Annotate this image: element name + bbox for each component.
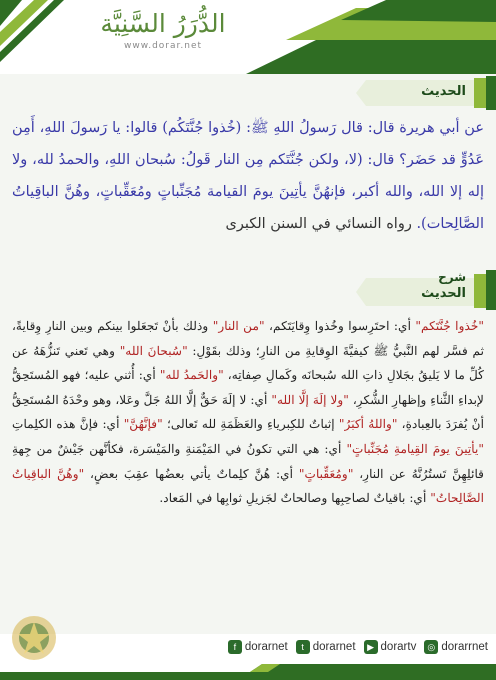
sharh-label-line1: شرح bbox=[438, 270, 466, 284]
explanation: أي: هُنَّ كلِماتٌ يأتي بعضُها عقِبَ بعضٍ، bbox=[84, 466, 299, 481]
explanation: أي: أُثني عليه؛ فهو المُستَحِقُّ لإبداءِ الثَّناءِ وإظهارِ الشُّكرِ، bbox=[12, 368, 484, 407]
quoted-phrase: "وهُنَّ الباقِياتُ الصَّالِحاتُ" bbox=[12, 466, 484, 506]
quoted-phrase: "والحَمدُ لله" bbox=[159, 368, 224, 383]
sharh-label-line2: الحديث bbox=[421, 286, 466, 301]
hadith-section-header bbox=[346, 76, 496, 110]
logo-title: الدُّرَرُ السَّنِيَّة bbox=[100, 9, 226, 38]
logo-url: www.dorar.net bbox=[123, 41, 203, 51]
quoted-phrase: "ولا إلَهَ إلَّا الله" bbox=[271, 392, 349, 407]
explanation: أي: فإنَّ هذه الكلِماتِ bbox=[12, 417, 124, 432]
quoted-phrase: "خُذوا جُنَّتَكم" bbox=[415, 319, 484, 333]
hadith-label: الحديث bbox=[421, 84, 466, 99]
header-right-stripes bbox=[246, 0, 496, 74]
instagram-icon: ◎ bbox=[424, 640, 438, 654]
quoted-phrase: "واللهُ أكبَرُ" bbox=[338, 417, 398, 432]
quoted-phrase: "ومُعَقِّباتٍ" bbox=[298, 466, 354, 481]
quoted-phrase: "من النار" bbox=[212, 319, 265, 333]
explanation: أي: باقياتٌ لصاحِبِها وصالحاتٌ لجَزيلِ ثوابِها في المَعاد. bbox=[159, 491, 431, 506]
social-handle: dorarnet bbox=[312, 641, 356, 653]
header-left-stripes bbox=[0, 0, 64, 74]
footer-stripes bbox=[0, 664, 496, 680]
quoted-phrase: "يأتِينَ يومَ القِيامةِ مُجَنِّباتٍ" bbox=[346, 441, 484, 456]
hadith-source: رواه النسائي في السنن الكبرى bbox=[225, 216, 417, 232]
social-instagram[interactable] bbox=[424, 640, 488, 654]
emblem-watermark-icon bbox=[4, 604, 64, 676]
header bbox=[0, 0, 496, 74]
social-handle: dorarrnet bbox=[441, 641, 488, 653]
hadith-matn: عن أبي هريرة قال: قال رَسولُ اللهِ ﷺ: (خُذوا جُنَّتَكُم) قالوا: يا رَسولَ اللهِ، أَمِن عَدُوٍّ قد حَضَر؟ قال: (لا، ولكن جُنَّتَكم مِن النار قَولُ: سُبحان اللهِ، والحمدُ لله، ولا إله إلا الله، والله أكبر، فإنهُنَّ يأتِينَ يومَ القيامة مُجَنِّباتٍ ومُعَقِّباتٍ، وهُنَّ الباقِياتُ الصَّالِحات). bbox=[12, 120, 484, 232]
youtube-icon: ▶ bbox=[364, 640, 378, 654]
explanation: إثباتٌ للكِبرياءِ والعَظَمَةِ لله تَعالى؛ bbox=[162, 417, 339, 432]
social-youtube[interactable] bbox=[364, 640, 417, 654]
social-handle: dorartv bbox=[380, 641, 417, 653]
quoted-phrase: "سُبحانَ الله" bbox=[119, 343, 188, 358]
sharh-section-header bbox=[346, 270, 496, 310]
explanation: وهي تَعني تَنزُّهَهُ عن كُلِّ ما لا يَليقُ بجَلالِ ذاتِ الله سُبحانَه وكَمالِ صِفاتِه، bbox=[12, 343, 484, 383]
social-twitter[interactable] bbox=[296, 640, 356, 654]
hadith-text bbox=[12, 112, 484, 264]
social-facebook[interactable] bbox=[228, 640, 288, 654]
sharh-text bbox=[12, 314, 484, 614]
explanation: أي: احتَرِسوا وخُذوا وِقايَتَكم، bbox=[264, 319, 416, 333]
social-links bbox=[228, 640, 488, 654]
explanation: أي: لا إلَهَ حَقٌّ إلَّا اللهُ جَلَّ وعَلا، وهو وحْدَهُ المُستَحِقُّ أنْ يُفرَدَ بالعِبادةِ، bbox=[12, 392, 484, 432]
social-handle: dorarnet bbox=[244, 641, 288, 653]
site-logo[interactable] bbox=[88, 8, 238, 56]
facebook-icon: f bbox=[228, 640, 242, 654]
explanation: أي: هي التي تكونُ في المَيْمَنةِ والمَيْسَرة، فكأنَّهن جَيْشٌ من جِهةِ قائلِهِنَّ تَستُرُنَّهُ عن النارِ، bbox=[12, 441, 485, 481]
twitter-icon: t bbox=[296, 640, 310, 654]
quoted-phrase: "فإنَّهُنَّ" bbox=[123, 417, 163, 432]
explanation: وذلك بأنْ تَجعَلوا بينكم وبين النارِ وِقايةً، ثم فسَّر لهم النَّبيُّ ﷺ كيفيَّةَ الوِقايةِ من النارِ؛ وذلك بقَوْلِ: bbox=[12, 319, 484, 358]
